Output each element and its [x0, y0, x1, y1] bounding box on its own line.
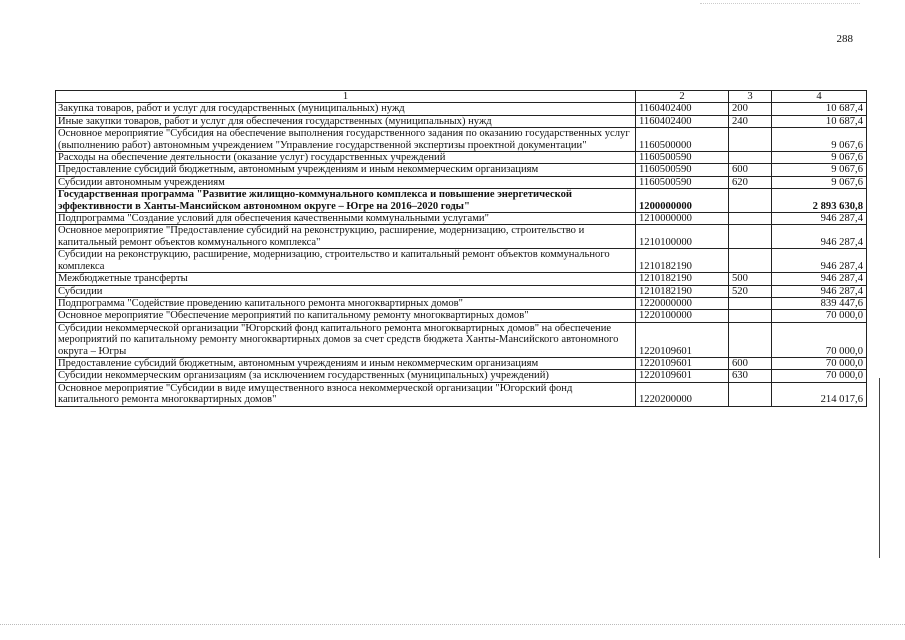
row-amount-cell: 9 067,6	[772, 128, 867, 152]
table-row	[56, 128, 867, 152]
row-amount-cell: 70 000,0	[772, 357, 867, 369]
row-expense-type-cell	[729, 310, 772, 322]
row-code-cell: 1220100000	[636, 310, 729, 322]
row-code-cell: 1210182190	[636, 285, 729, 297]
row-code-cell: 1220109601	[636, 322, 729, 357]
row-name-cell: Субсидии некоммерческой организации "Югорский фонд капитального ремонта многоквартирных домов" на обеспечение мероприятий по капитальному ремонту многоквартирных домов за счет средств бюджета Ханты-Мансийского автономного округа – Югры	[56, 322, 636, 357]
row-amount-cell: 2 893 630,8	[772, 189, 867, 213]
row-name-cell: Основное мероприятие "Субсидии в виде имущественного взноса некоммерческой организации "Югорский фонд капитального ремонта многоквартирных домов"	[56, 382, 636, 406]
row-expense-type-cell	[729, 249, 772, 273]
row-amount-cell: 10 687,4	[772, 103, 867, 115]
row-code-cell: 1220200000	[636, 382, 729, 406]
row-expense-type-cell	[729, 128, 772, 152]
row-amount-cell: 214 017,6	[772, 382, 867, 406]
row-code-cell: 1210100000	[636, 225, 729, 249]
table-row	[56, 370, 867, 382]
table-row	[56, 103, 867, 115]
row-expense-type-cell: 200	[729, 103, 772, 115]
table-row	[56, 189, 867, 213]
row-expense-type-cell: 240	[729, 115, 772, 127]
row-expense-type-cell	[729, 322, 772, 357]
row-amount-cell: 70 000,0	[772, 310, 867, 322]
budget-table	[55, 90, 867, 407]
margin-rule	[879, 378, 880, 558]
row-name-cell: Расходы на обеспечение деятельности (оказание услуг) государственных учреждений	[56, 152, 636, 164]
row-code-cell: 1210182190	[636, 273, 729, 285]
row-amount-cell: 9 067,6	[772, 152, 867, 164]
row-code-cell: 1220000000	[636, 297, 729, 309]
row-expense-type-cell: 630	[729, 370, 772, 382]
table-row	[56, 213, 867, 225]
table-row	[56, 310, 867, 322]
row-code-cell: 1160402400	[636, 115, 729, 127]
row-name-cell: Субсидии автономным учреждениям	[56, 176, 636, 188]
row-code-cell: 1160500000	[636, 128, 729, 152]
table-row	[56, 357, 867, 369]
row-amount-cell: 946 287,4	[772, 285, 867, 297]
row-expense-type-cell: 620	[729, 176, 772, 188]
row-name-cell: Подпрограмма "Содействие проведению капитального ремонта многоквартирных домов"	[56, 297, 636, 309]
row-name-cell: Субсидии на реконструкцию, расширение, модернизацию, строительство и капитальный ремонт объектов коммунального комплекса	[56, 249, 636, 273]
table-row	[56, 249, 867, 273]
row-expense-type-cell: 520	[729, 285, 772, 297]
column-header: 1	[56, 91, 636, 103]
row-code-cell: 1160500590	[636, 164, 729, 176]
table-header-row	[56, 91, 867, 103]
row-expense-type-cell	[729, 189, 772, 213]
column-header: 2	[636, 91, 729, 103]
row-amount-cell: 70 000,0	[772, 370, 867, 382]
row-expense-type-cell	[729, 225, 772, 249]
scan-artifact-bottom	[0, 624, 905, 625]
table-row	[56, 285, 867, 297]
row-amount-cell: 839 447,6	[772, 297, 867, 309]
row-code-cell: 1210000000	[636, 213, 729, 225]
row-name-cell: Основное мероприятие "Субсидия на обеспечение выполнения государственного задания по оказанию государственных услуг (выполнению работ) автономным учреждением "Управление государственной экспертизы проектной документации"	[56, 128, 636, 152]
table-row	[56, 322, 867, 357]
row-code-cell: 1160500590	[636, 176, 729, 188]
row-name-cell: Предоставление субсидий бюджетным, автономным учреждениям и иным некоммерческим организациям	[56, 164, 636, 176]
row-amount-cell: 9 067,6	[772, 164, 867, 176]
row-name-cell: Подпрограмма "Создание условий для обеспечения качественными коммунальными услугами"	[56, 213, 636, 225]
row-name-cell: Основное мероприятие "Предоставление субсидий на реконструкцию, расширение, модернизацию, строительство и капитальный ремонт объектов коммунального комплекса"	[56, 225, 636, 249]
row-amount-cell: 946 287,4	[772, 213, 867, 225]
row-code-cell: 1160402400	[636, 103, 729, 115]
row-name-cell: Субсидии некоммерческим организациям (за исключением государственных (муниципальных) учреждений)	[56, 370, 636, 382]
row-code-cell: 1200000000	[636, 189, 729, 213]
row-name-cell: Закупка товаров, работ и услуг для государственных (муниципальных) нужд	[56, 103, 636, 115]
row-code-cell: 1220109601	[636, 370, 729, 382]
row-expense-type-cell	[729, 213, 772, 225]
row-code-cell: 1220109601	[636, 357, 729, 369]
table-row	[56, 164, 867, 176]
row-expense-type-cell	[729, 297, 772, 309]
row-code-cell: 1210182190	[636, 249, 729, 273]
row-name-cell: Основное мероприятие "Обеспечение мероприятий по капитальному ремонту многоквартирных домов"	[56, 310, 636, 322]
row-expense-type-cell: 600	[729, 164, 772, 176]
row-amount-cell: 946 287,4	[772, 249, 867, 273]
row-amount-cell: 946 287,4	[772, 273, 867, 285]
row-amount-cell: 946 287,4	[772, 225, 867, 249]
page-number: 288	[836, 33, 853, 45]
row-expense-type-cell: 500	[729, 273, 772, 285]
row-name-cell: Предоставление субсидий бюджетным, автономным учреждениям и иным некоммерческим организациям	[56, 357, 636, 369]
row-name-cell: Иные закупки товаров, работ и услуг для обеспечения государственных (муниципальных) нужд	[56, 115, 636, 127]
column-header: 4	[772, 91, 867, 103]
table-row	[56, 382, 867, 406]
row-code-cell: 1160500590	[636, 152, 729, 164]
row-expense-type-cell	[729, 382, 772, 406]
row-expense-type-cell: 600	[729, 357, 772, 369]
table-row	[56, 152, 867, 164]
row-name-cell: Государственная программа "Развитие жилищно-коммунального комплекса и повышение энергетической эффективности в Ханты-Мансийском автономном округе – Югре на 2016–2020 годы"	[56, 189, 636, 213]
column-header: 3	[729, 91, 772, 103]
row-amount-cell: 9 067,6	[772, 176, 867, 188]
table-row	[56, 297, 867, 309]
row-name-cell: Межбюджетные трансферты	[56, 273, 636, 285]
table-row	[56, 273, 867, 285]
row-expense-type-cell	[729, 152, 772, 164]
scan-artifact-top	[700, 3, 860, 4]
row-name-cell: Субсидии	[56, 285, 636, 297]
table-row	[56, 115, 867, 127]
table-row	[56, 176, 867, 188]
table-row	[56, 225, 867, 249]
row-amount-cell: 70 000,0	[772, 322, 867, 357]
row-amount-cell: 10 687,4	[772, 115, 867, 127]
